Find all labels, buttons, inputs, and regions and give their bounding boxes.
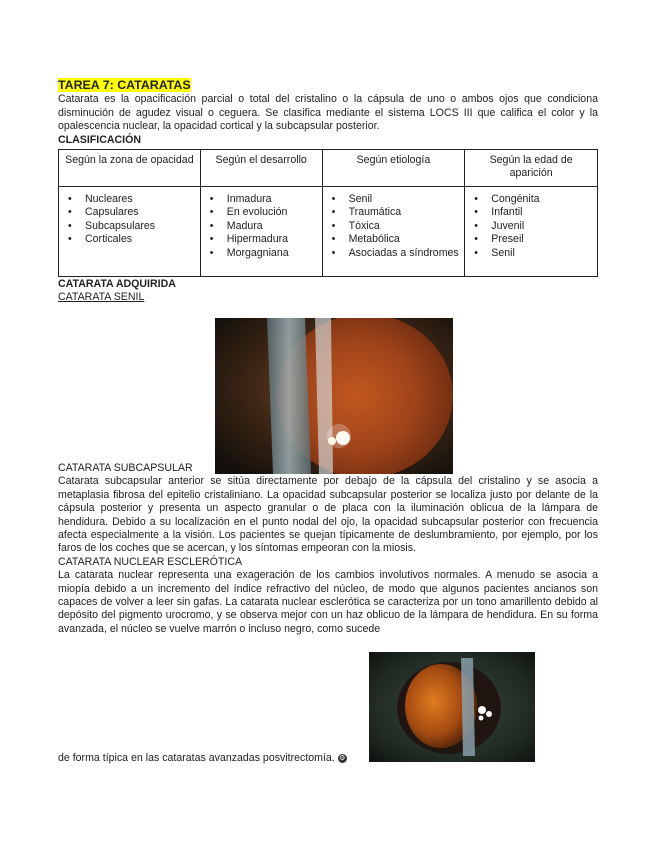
bullet-list xyxy=(205,193,318,260)
classification-heading: CLASIFICACIÓN xyxy=(58,133,141,146)
table-cell xyxy=(59,187,201,277)
list-item: • Madura xyxy=(227,220,318,233)
list-item: • Corticales xyxy=(85,233,196,246)
table-header-cell: Según el desarrollo xyxy=(200,150,322,187)
body-section xyxy=(58,462,598,636)
subcapsular-heading: CATARATA SUBCAPSULAR xyxy=(58,462,193,474)
subcapsular-cataract-photo xyxy=(215,318,453,474)
bullet-list xyxy=(469,193,593,260)
gear-icon[interactable]: ⚙ xyxy=(339,754,346,762)
table-cell xyxy=(322,187,465,277)
list-item: • Metabólica xyxy=(349,233,461,246)
bullet-list xyxy=(63,193,196,247)
table-row xyxy=(59,187,598,277)
nuclear-cataract-photo xyxy=(369,652,535,762)
list-item: • Traumática xyxy=(349,206,461,219)
classification-table xyxy=(58,149,598,277)
list-item: • Preseil xyxy=(491,233,593,246)
document-page xyxy=(58,78,598,305)
list-item: • Juvenil xyxy=(491,220,593,233)
table-header-cell: Según la zona de opacidad xyxy=(59,150,201,187)
list-item: • Subcapsulares xyxy=(85,220,196,233)
subcapsular-paragraph: Catarata subcapsular anterior se sitúa directamente por debajo de la cápsula del cristalino y se asocia a metaplasia fibrosa del epitelio cristaliniano. La opacidad subcapsular posterior se localiza justo por delante de la cápsula posterior y presenta un aspecto granular o de placa con la iluminación oblicua de la lámpara de hendidura. Debido a su localización en el punto nodal del ojo, la opacidad subcapsular posterior con frecuencia afecta especialmente a la visión. Los pacientes se quejan típicamente de deslumbramiento, por ejemplo, por los faros de los coches que se acercan, y los síntomas empeoran con la miosis. xyxy=(58,475,598,555)
table-header-cell: Según etiología xyxy=(322,150,465,187)
table-header-cell: Según la edad de aparición xyxy=(465,150,598,187)
intro-paragraph: Catarata es la opacificación parcial o total del cristalino o la cápsula de uno o ambos ojos que condiciona disminución de agudez visual o ceguera. Se clasifica mediante el sistema LOCS III que califica el color y la opalescencia nuclear, la opacidad cortical y la subcapsular posterior. xyxy=(58,93,598,133)
nuclear-paragraph: La catarata nuclear representa una exageración de los cambios involutivos normales. A menudo se asocia a miopía debido a un incremento del índice refractivo del núcleo, de modo que algunos pacientes ancianos son capaces de volver a leer sin gafas. La catarata nuclear esclerótica se caracteriza por un tono amarillento debido al depósito del pigmento urocromo, y se observa mejor con un haz oblicuo de la lámpara de hendidura. En su forma avanzada, el núcleo se vuelve marrón o incluso negro, como sucede xyxy=(58,569,598,635)
list-item: • Tóxica xyxy=(349,220,461,233)
nuclear-tail-line xyxy=(58,752,347,765)
list-item: • En evolución xyxy=(227,206,318,219)
list-item: • Nucleares xyxy=(85,193,196,206)
nuclear-heading: CATARATA NUCLEAR ESCLERÓTICA xyxy=(58,555,243,568)
acquired-heading: CATARATA ADQUIRIDA xyxy=(58,278,176,291)
nuclear-tail-text: de forma típica en las cataratas avanzadas posvitrectomía. xyxy=(58,752,335,764)
list-item: • Hipermadura xyxy=(227,233,318,246)
list-item: • Infantil xyxy=(491,206,593,219)
table-cell xyxy=(465,187,598,277)
list-item: • Senil xyxy=(491,247,593,260)
page-title: TAREA 7: CATARATAS xyxy=(58,78,191,92)
list-item: • Capsulares xyxy=(85,206,196,219)
list-item: • Congénita xyxy=(491,193,593,206)
table-cell xyxy=(200,187,322,277)
table-header-row xyxy=(59,150,598,187)
list-item: • Senil xyxy=(349,193,461,206)
list-item: • Asociadas a síndromes xyxy=(349,247,461,260)
list-item: • Inmadura xyxy=(227,193,318,206)
bullet-list xyxy=(327,193,461,260)
senile-heading: CATARATA SENIL xyxy=(58,291,145,304)
list-item: • Morgagniana xyxy=(227,247,318,260)
